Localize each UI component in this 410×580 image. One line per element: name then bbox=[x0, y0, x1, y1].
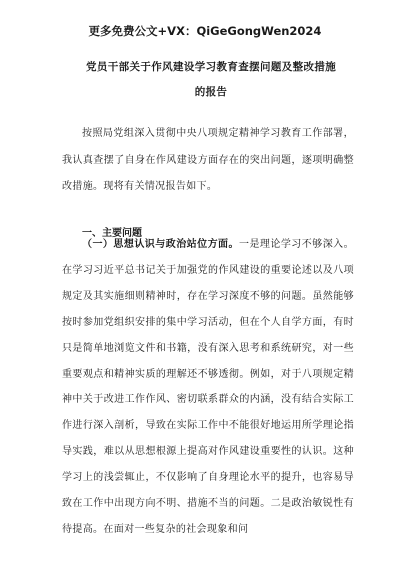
body-paragraph bbox=[62, 232, 354, 543]
subsection-heading-thinking: （一）思想认识与政治站位方面。 bbox=[82, 239, 239, 250]
section-heading-main-problems: 一、主要问题 bbox=[82, 228, 142, 239]
watermark-banner: 更多免费公文+VX：QiGeGongWen2024 bbox=[88, 24, 322, 38]
intro-paragraph: 按照局党组深入贯彻中央八项规定精神学习教育工作部署，我认真查摆了自身在作风建设方面存在的突出问题，逐项明确整改措施。现将有关情况报告如下。 bbox=[62, 128, 354, 192]
subsection-body-text: 一是理论学习不够深入。在学习习近平总书记关于加强党的作风建设的重要论述以及八项规定及其实施细则精神时，存在学习深度不够的问题。虽然能够按时参加党组织安排的集中学习活动，但在个人自学方面，有时只是简单地浏览文件和书籍，没有深入思考和系统研究，对一些重要观点和精神实质的理解还不够透彻。例如，对于八项规定精神中关于改进工作作风、密切联系群众的内涵，没有结合实际工作进行深入剖析，导致在实际工作中不能很好地运用所学理论指导实践，难以从思想根源上提高对作风建设重要性的认识。这种学习上的浅尝辄止，不仅影响了自身理论水平的提升，也容易导致在工作中出现方向不明、措施不当的问题。二是政治敏锐性有待提高。在面对一些复杂的社会现象和问 bbox=[62, 239, 354, 535]
document-title: 党员干部关于作风建设学习教育查摆问题及整改措施的报告 bbox=[86, 61, 336, 98]
